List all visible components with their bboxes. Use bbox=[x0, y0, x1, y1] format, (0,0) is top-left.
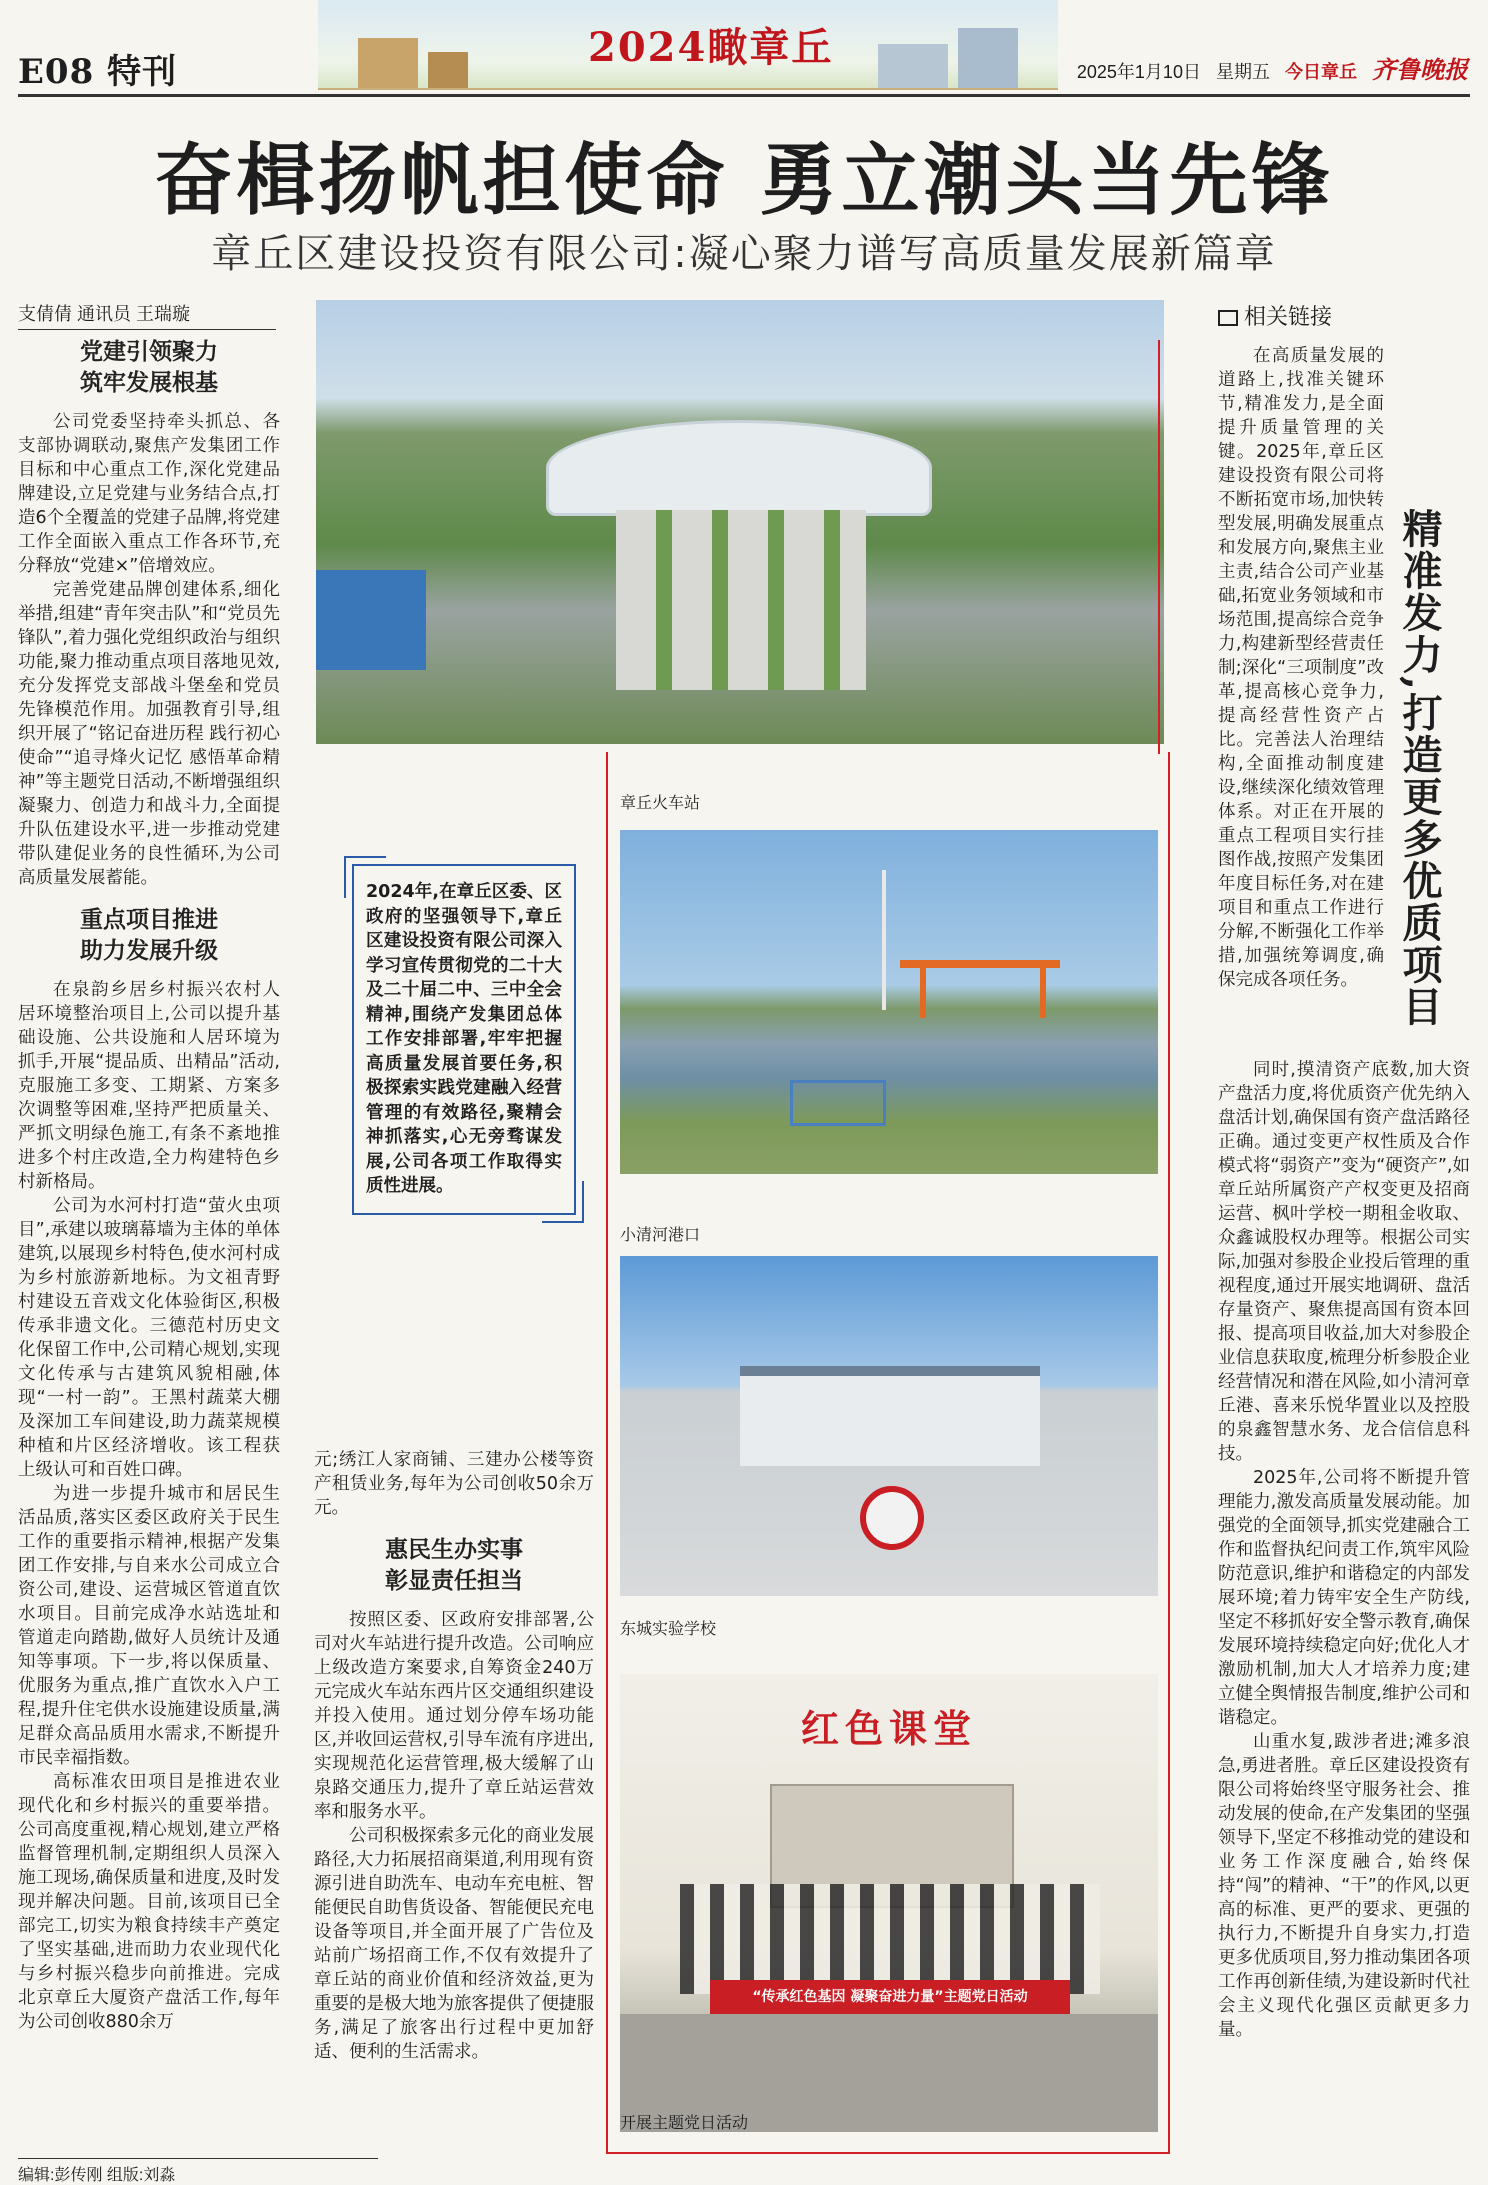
banner-title: 2024瞰章丘 bbox=[588, 24, 834, 71]
edition-name: 今日章丘 bbox=[1284, 62, 1357, 82]
subhead-party-building: 党建引领聚力 筑牢发展根基 bbox=[80, 338, 218, 396]
dateline bbox=[1067, 50, 1468, 85]
section-label: E08 特刊 bbox=[18, 52, 178, 92]
byline: 支倩倩 通讯员 王瑞璇 bbox=[18, 300, 276, 330]
related-link-label: 相关链接 bbox=[1218, 300, 1332, 331]
activity-banner: “传承红色基因 凝聚奋进力量”主题党日活动 bbox=[710, 1980, 1070, 2014]
subhead-key-projects: 重点项目推进 助力发展升级 bbox=[80, 906, 218, 964]
top-rule bbox=[18, 94, 1470, 97]
activity-photo bbox=[620, 1674, 1158, 2132]
school-photo bbox=[620, 1256, 1158, 1596]
paragraph: 公司党委坚持牵头抓总、各支部协调联动,聚焦产发集团工作目标和中心重点工作,深化党建品牌建设,立足党建与业务结合点,打造6个全覆盖的党建子品牌,将党建工作全面嵌入重点工作各环节,充分释放“党建×”倍增效应。 bbox=[18, 412, 280, 576]
caption-port: 小清河港口 bbox=[620, 1227, 701, 1244]
summary-callout: 2024年,在章丘区委、区政府的坚强领导下,章丘区建设投资有限公司深入学习宣传贯彻党的二十大及二十届二中、三中全会精神,围绕产发集团总体工作安排部署,牢牢把握高质量发展首要任务,积极探索实践党建融入经营管理的有效路径,聚精会神抓落实,心无旁骛谋发展,公司各项工作取得实质性进展。 bbox=[352, 864, 576, 1215]
article-column-1 bbox=[18, 336, 280, 2034]
box-icon bbox=[1218, 310, 1238, 326]
caption-station: 章丘火车站 bbox=[620, 795, 701, 812]
paragraph: 公司积极探索多元化的商业发展路径,大力拓展招商渠道,利用现有资源引进自助洗车、电动车充电桩、智能便民自助售货设备、智能便民充电设备等项目,并全面开展了广告位及站前广场招商工作,不仅有效提升了章丘站的商业价值和经济效益,更为重要的是极大地为旅客提供了便捷服务,满足了旅客出行过程中更加舒适、便利的生活需求。 bbox=[314, 1826, 594, 2062]
red-class-sign: 红色课堂 bbox=[800, 1706, 977, 1751]
headline: 奋楫扬帆担使命 勇立潮头当先锋 bbox=[154, 135, 1334, 226]
subheadline: 章丘区建设投资有限公司:凝心聚力谱写高质量发展新篇章 bbox=[211, 231, 1277, 277]
paragraph: 按照区委、区政府安排部署,公司对火车站进行提升改造。公司响应上级改造方案要求,自筹资金240万元完成火车站东西片区交通组织建设并投入使用。通过划分停车场功能区,并收回运营权,引导车流有序进出,实现规范化运营管理,极大缓解了山泉路交通压力,提升了章丘站运营效率和服务水平。 bbox=[314, 1610, 594, 1822]
related-text-top bbox=[1218, 344, 1468, 992]
paragraph: 山重水复,跋涉者进;滩多浪急,勇进者胜。章丘区建设投资有限公司将始终坚守服务社会、推动发展的使命,在产发集团的坚强领导下,坚定不移推动党的建设和业务工作深度融合,始终保持“闯”的精神、“干”的作风,以更高的标准、更严的要求、更强的执行力,不断提升自身实力,打造更多优质项目,努力推动集团各项工作再创新佳绩,为建设新时代社会主义现代化强区贡献更多力量。 bbox=[1218, 1732, 1470, 2040]
banner-image bbox=[318, 0, 1058, 90]
paragraph: 元;绣江人家商铺、三建办公楼等资产租赁业务,每年为公司创收50余万元。 bbox=[314, 1450, 594, 1518]
footer-credits: 编辑:彭传刚 组版:刘淼 bbox=[18, 2158, 378, 2185]
weekday: 星期五 bbox=[1215, 62, 1270, 82]
paragraph: 完善党建品牌创建体系,细化举措,组建“青年突击队”和“党员先锋队”,着力强化党组织政治与组织功能,聚力推动重点项目落地见效,充分发挥党支部战斗堡垒和党员先锋模范作用。加强教育引导,组织开展了“铭记奋进历程 践行初心使命”“追寻烽火记忆 感悟革命精神”等主题党日活动,不断增强组织凝聚力、创造力和战斗力,全面提升队伍建设水平,进一步推动党建带队建促业务的良性循环,为公司高质量发展蓄能。 bbox=[18, 580, 280, 888]
photo-frame-edge bbox=[1158, 340, 1160, 754]
port-photo bbox=[620, 830, 1158, 1174]
subhead-livelihood: 惠民生办实事 彰显责任担当 bbox=[385, 1536, 523, 1594]
paragraph: 2025年,公司将不断提升管理能力,激发高质量发展动能。加强党的全面领导,抓实党建融合工作和监督执纪问责工作,筑牢风险防范意识,维护和谐稳定的内部发展环境;着力铸牢安全生产防线,坚定不移抓好安全警示教育,确保发展环境持续稳定向好;优化人才激励机制,加大人才培养力度;建立健全舆情报告制度,维护公司和谐稳定。 bbox=[1218, 1468, 1470, 1728]
station-photo bbox=[316, 300, 1164, 744]
date: 2025年1月10日 bbox=[1076, 62, 1201, 82]
paragraph: 公司为水河村打造“萤火虫项目”,承建以玻璃幕墙为主体的单体建筑,以展现乡村特色,使水河村成为乡村旅游新地标。为文祖青野村建设五音戏文化体验街区,积极传承非遗文化。三德范村历史文化保留工作中,公司精心规划,实现文化传承与古建筑风貌相融,体现“一村一韵”。王黑村蔬菜大棚及深加工车间建设,助力蔬菜规模种植和片区经济增收。该工程获上级认可和百姓口碑。 bbox=[18, 1196, 280, 1480]
paragraph: 同时,摸清资产底数,加大资产盘活力度,将优质资产优先纳入盘活计划,确保国有资产盘活路径正确。通过变更产权性质及合作模式将“弱资产”变为“硬资产”,如章丘站所属资产产权变更及招商运营、枫叶学校一期租金收取、众鑫诚股权办理等。根据公司实际,加强对参股企业投后管理的重视程度,通过开展实地调研、盘活存量资产、聚焦提高国有资本回报、提高项目收益,加大对参股企业信息获取度,梳理分析参股企业经营情况和潜在风险,如小清河章丘港、喜来乐悦华置业以及控股的泉鑫智慧水务、龙合信信息科技。 bbox=[1218, 1060, 1470, 1464]
vertical-title: 精准发力,打造更多优质项目 bbox=[1396, 508, 1443, 1028]
paragraph: 在泉韵乡居乡村振兴农村人居环境整治项目上,公司以提升基础设施、公共设施和人居环境为抓手,开展“提品质、出精品”活动,克服施工多变、工期紧、方案多次调整等困难,坚持严把质量关、严抓文明绿色施工,有条不紊地推进多个村庄改造,全力构建特色乡村新格局。 bbox=[18, 980, 280, 1192]
paragraph: 在高质量发展的道路上,找准关键环节,精准发力,是全面提升质量管理的关键。2025年,章丘区建设投资有限公司将不断拓宽市场,加快转型发展,明确发展重点和发展方向,聚焦主业主责,结合公司产业基础,拓宽业务领域和市场范围,提高综合竞争力,构建新型经营责任制;深化“三项制度”改革,提高核心竞争力,提高经营性资产占比。完善法人治理结构,全面推动制度建设,继续深化绩效管理体系。对正在开展的重点工程项目实行挂图作战,按照产发集团年度目标任务,对在建项目和重点工作进行分解,不断强化工作举措,加强统筹调度,确保完成各项任务。 bbox=[1218, 346, 1384, 990]
paragraph: 为进一步提升城市和居民生活品质,落实区委区政府关于民生工作的重要指示精神,根据产发集团工作安排,与自来水公司成立合资公司,建设、运营城区管道直饮水项目。目前完成净水站选址和管道走向踏勘,做好人员统计及通知等事项。下一步,将以保质量、优服务为重点,推广直饮水入户工程,提升住宅供水设施建设质量,满足群众高品质用水需求,不断提升市民幸福指数。 bbox=[18, 1484, 280, 1768]
paragraph: 高标准农田项目是推进农业现代化和乡村振兴的重要举措。公司高度重视,精心规划,建立严格监督管理机制,定期组织人员深入施工现场,确保质量和进度,及时发现并解决问题。目前,该项目已全部完工,切实为粮食持续丰产奠定了坚实基础,进而助力农业现代化与乡村振兴稳步向前推进。完成北京章丘大厦资产盘活工作,每年为公司创收880余万 bbox=[18, 1772, 280, 2032]
related-text-bottom bbox=[1218, 1058, 1470, 2042]
article-column-2 bbox=[314, 1448, 594, 2064]
caption-school: 东城实验学校 bbox=[620, 1621, 717, 1638]
paper-logo: 齐鲁晚报 bbox=[1372, 57, 1468, 84]
caption-activity: 开展主题党日活动 bbox=[620, 2115, 749, 2132]
